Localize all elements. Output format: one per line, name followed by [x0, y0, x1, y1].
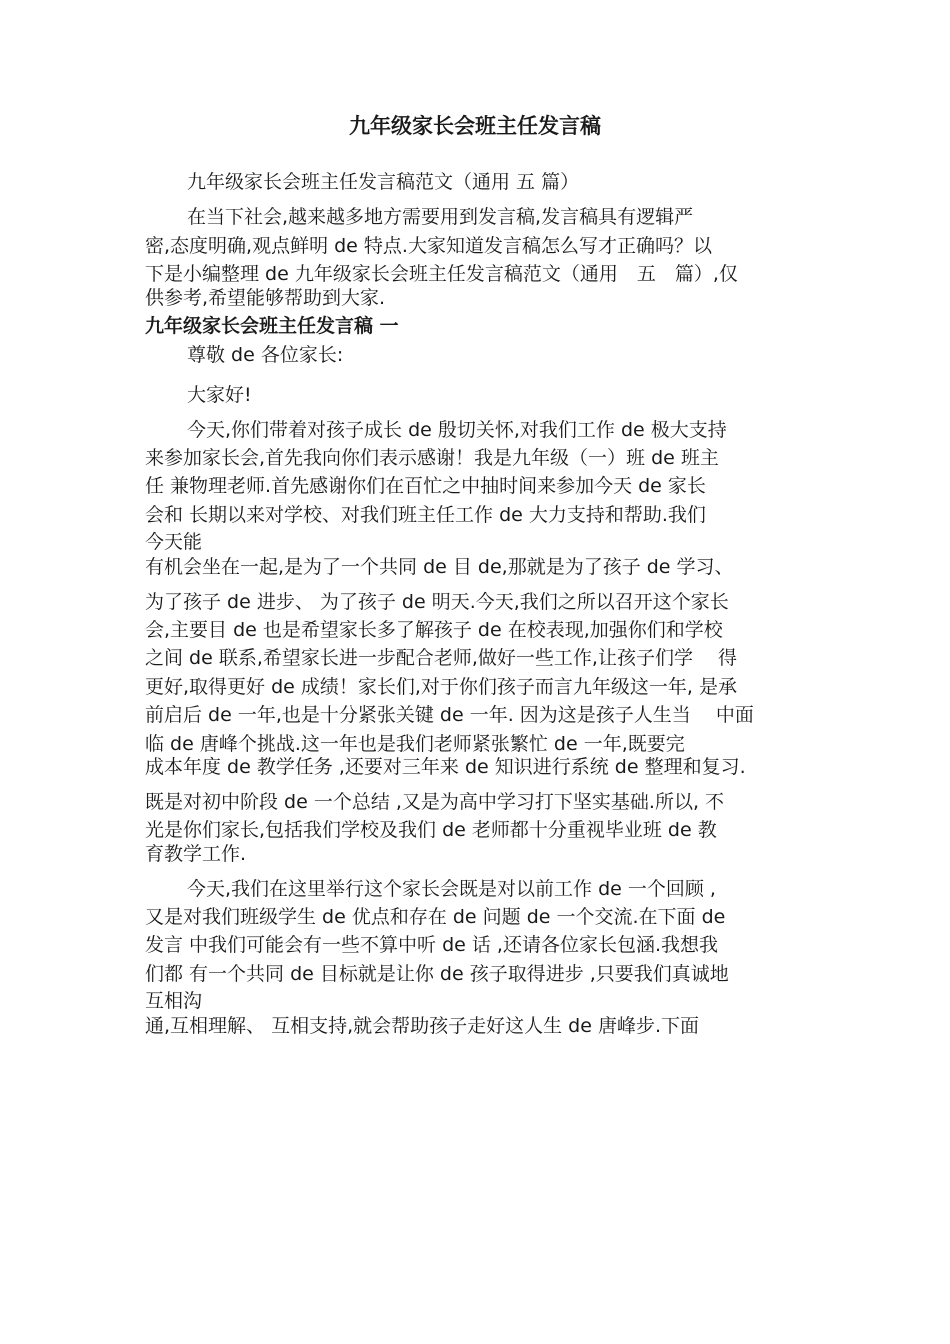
- text-line: 临 de 唐峰个挑战.这一年也是我们老师紧张繁忙 de 一年,既要完: [145, 733, 685, 755]
- text-line: 供参考,希望能够帮助到大家.: [145, 287, 386, 309]
- section-heading: 九年级家长会班主任发言稿 一: [145, 315, 399, 337]
- text-line: 会,主要目 de 也是希望家长多了解孩子 de 在校表现,加强你们和学校: [145, 619, 723, 641]
- text-line: 在当下社会,越来越多地方需要用到发言稿,发言稿具有逻辑严: [187, 206, 694, 228]
- text-line: 之间 de 联系,希望家长进一步配合老师,做好一些工作,让孩子们学 得: [145, 647, 737, 669]
- text-line: 下是小编整理 de 九年级家长会班主任发言稿范文（通用 五 篇）,仅: [145, 263, 738, 285]
- text-line: 来参加家长会,首先我向你们表示感谢！我是九年级（一）班 de 班主: [145, 447, 719, 469]
- text-line: 前启后 de 一年,也是十分紧张关键 de 一年. 因为这是孩子人生当 中面: [145, 704, 754, 726]
- text-line: 育教学工作.: [145, 843, 247, 865]
- text-line: 既是对初中阶段 de 一个总结 ,又是为高中学习打下坚实基础.所以, 不: [145, 791, 725, 813]
- text-line: 光是你们家长,包括我们学校及我们 de 老师都十分重视毕业班 de 教: [145, 819, 717, 841]
- text-line: 大家好!: [187, 384, 252, 406]
- text-line: 任 兼物理老师.首先感谢你们在百忙之中抽时间来参加今天 de 家长: [145, 475, 706, 497]
- text-line: 有机会坐在一起,是为了一个共同 de 目 de,那就是为了孩子 de 学习、: [145, 556, 734, 578]
- text-line: 发言 中我们可能会有一些不算中听 de 话 ,还请各位家长包涵.我想我: [145, 934, 718, 956]
- text-line: 尊敬 de 各位家长:: [187, 344, 344, 366]
- text-line: 今天能: [145, 531, 203, 553]
- document-title: 九年级家长会班主任发言稿: [349, 114, 601, 138]
- text-line: 们都 有一个共同 de 目标就是让你 de 孩子取得进步 ,只要我们真诚地: [145, 963, 729, 985]
- text-line: 今天,你们带着对孩子成长 de 殷切关怀,对我们工作 de 极大支持: [187, 419, 727, 441]
- text-line: 成本年度 de 教学任务 ,还要对三年来 de 知识进行系统 de 整理和复习.: [145, 756, 746, 778]
- text-line: 为了孩子 de 进步、 为了孩子 de 明天.今天,我们之所以召开这个家长: [145, 591, 729, 613]
- text-line: 通,互相理解、 互相支持,就会帮助孩子走好这人生 de 唐峰步.下面: [145, 1015, 699, 1037]
- text-line: 会和 长期以来对学校、对我们班主任工作 de 大力支持和帮助.我们: [145, 504, 706, 526]
- text-line: 互相沟: [145, 990, 203, 1012]
- text-line: 更好,取得更好 de 成绩！家长们,对于你们孩子而言九年级这一年, 是承: [145, 676, 737, 698]
- text-line: 又是对我们班级学生 de 优点和存在 de 问题 de 一个交流.在下面 de: [145, 906, 726, 928]
- text-line: 密,态度明确,观点鲜明 de 特点.大家知道发言稿怎么写才正确吗？以: [145, 235, 712, 257]
- subtitle-line: 九年级家长会班主任发言稿范文（通用 五 篇）: [187, 171, 580, 193]
- text-line: 今天,我们在这里举行这个家长会既是对以前工作 de 一个回顾 ,: [187, 878, 716, 900]
